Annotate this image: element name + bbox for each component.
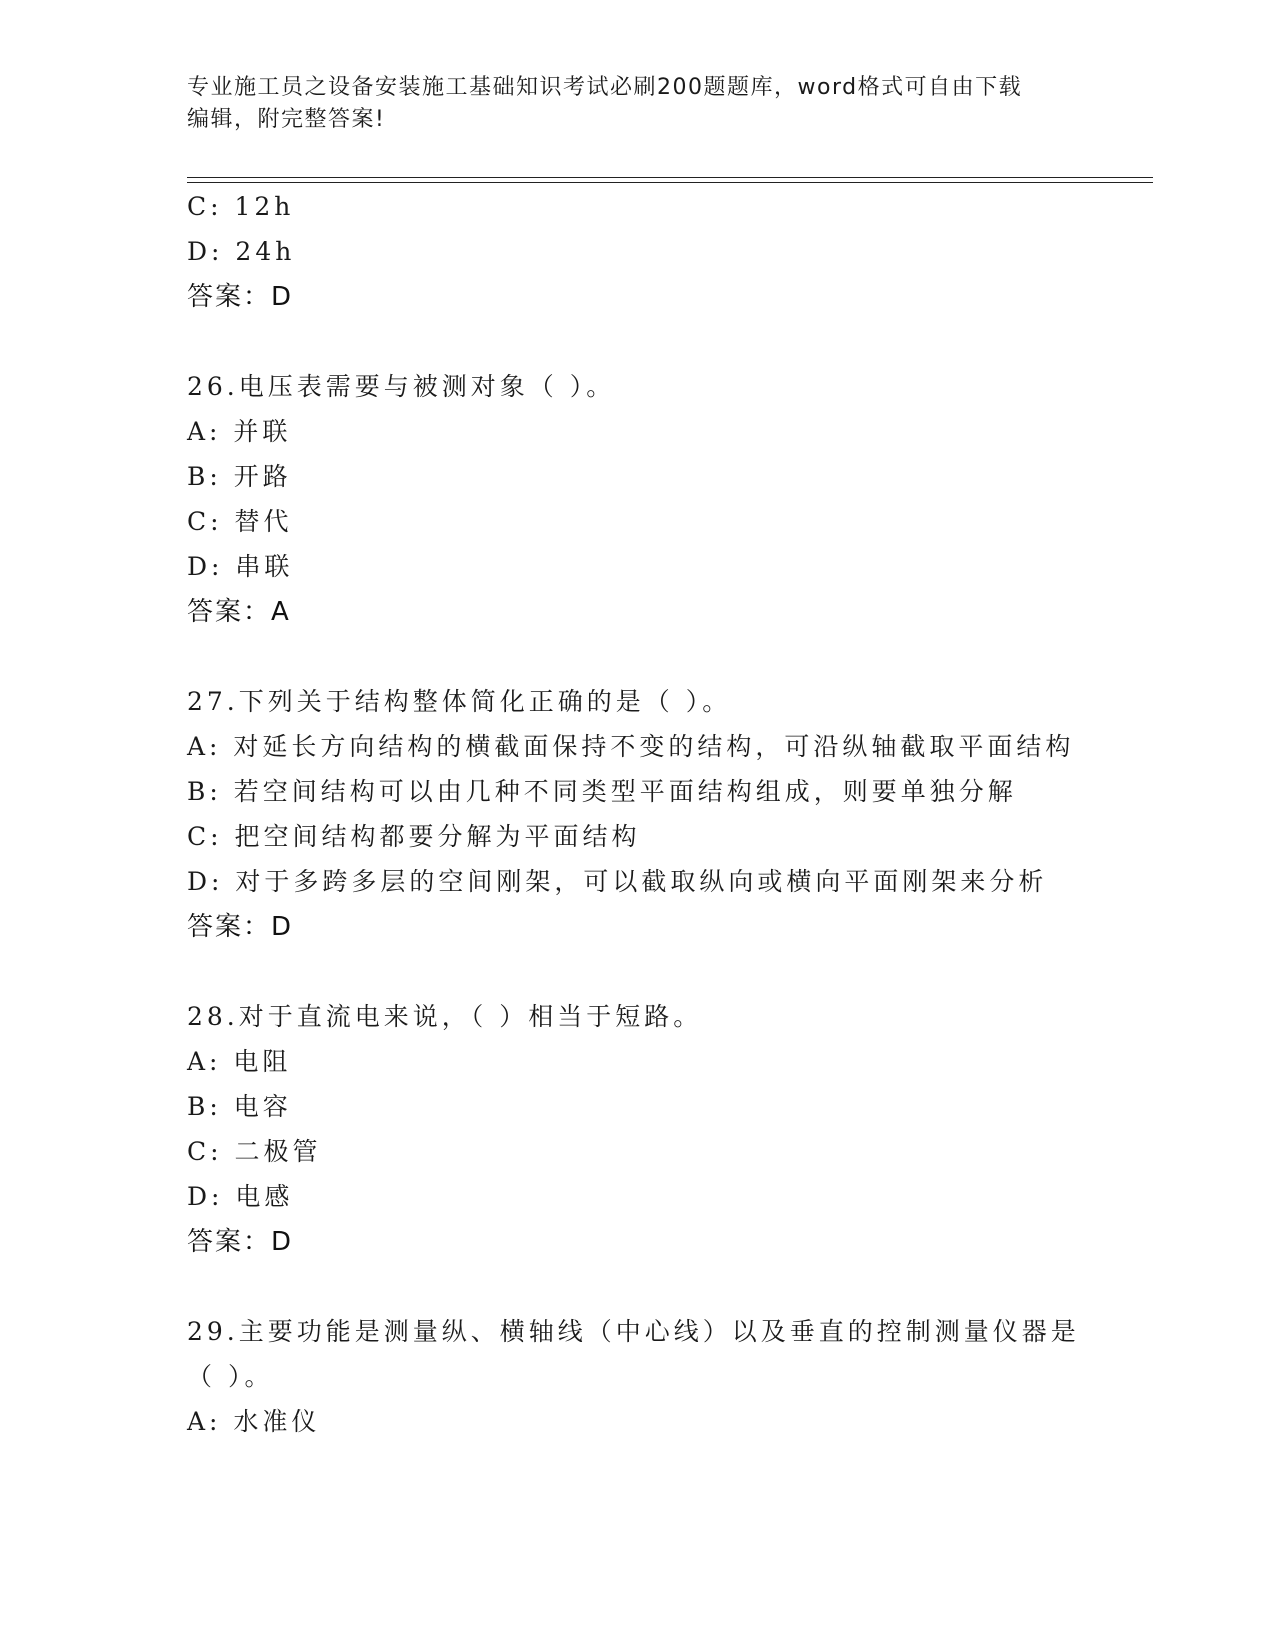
answer-line: 答案：D bbox=[187, 282, 294, 312]
header-divider-bottom bbox=[187, 182, 1153, 183]
question-26-option-c: C: 替代 bbox=[187, 507, 293, 536]
question-29-stem-line-2: （ ）。 bbox=[187, 1362, 274, 1391]
question-28-option-a: A: 电阻 bbox=[187, 1047, 292, 1076]
question-27-option-c: C: 把空间结构都要分解为平面结构 bbox=[187, 822, 641, 851]
header-title-line-2: 编辑，附完整答案! bbox=[187, 107, 386, 132]
header-divider-top bbox=[187, 177, 1153, 178]
header-title-line-1: 专业施工员之设备安装施工基础知识考试必刷200题题库，word格式可自由下载 bbox=[187, 75, 1023, 100]
question-26-stem: 26.电压表需要与被测对象（ ）。 bbox=[187, 372, 616, 401]
question-28-answer: 答案：D bbox=[187, 1227, 294, 1257]
document-header bbox=[187, 72, 1087, 136]
option-d: D: 24h bbox=[187, 237, 296, 266]
question-26-option-b: B: 开路 bbox=[187, 462, 292, 491]
question-26-option-a: A: 并联 bbox=[187, 417, 292, 446]
question-27-option-b: B: 若空间结构可以由几种不同类型平面结构组成，则要单独分解 bbox=[187, 777, 1017, 806]
question-28-option-d: D: 电感 bbox=[187, 1182, 294, 1211]
question-28-stem: 28.对于直流电来说，（ ）相当于短路。 bbox=[187, 1002, 703, 1031]
question-27-stem: 27.下列关于结构整体简化正确的是（ ）。 bbox=[187, 687, 732, 716]
question-26-option-d: D: 串联 bbox=[187, 552, 294, 581]
question-29-option-a: A: 水准仪 bbox=[187, 1407, 321, 1436]
question-26-answer: 答案：A bbox=[187, 597, 291, 627]
question-28-option-b: B: 电容 bbox=[187, 1092, 292, 1121]
question-28-option-c: C: 二极管 bbox=[187, 1137, 322, 1166]
question-27-option-d: D: 对于多跨多层的空间刚架，可以截取纵向或横向平面刚架来分析 bbox=[187, 867, 1048, 896]
option-c: C: 12h bbox=[187, 192, 295, 221]
question-27-answer: 答案：D bbox=[187, 912, 294, 942]
question-27-option-a: A: 对延长方向结构的横截面保持不变的结构，可沿纵轴截取平面结构 bbox=[187, 732, 1075, 761]
question-29-stem-line-1: 29.主要功能是测量纵、横轴线（中心线）以及垂直的控制测量仪器是 bbox=[187, 1317, 1080, 1346]
